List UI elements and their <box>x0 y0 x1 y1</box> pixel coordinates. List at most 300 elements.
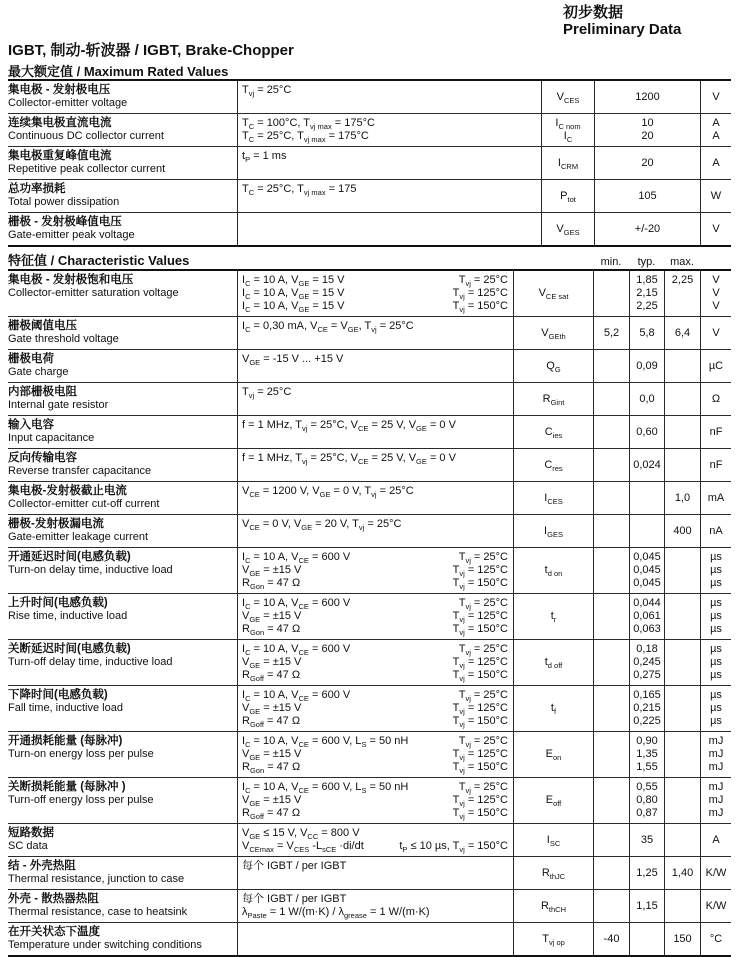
condition-right: $T_{vj} = 25^\circ C$ <box>458 643 508 658</box>
value-line: 0,225 <box>633 715 661 727</box>
condition-line <box>242 748 508 761</box>
value-line: 2,25 <box>671 274 694 286</box>
condition-line <box>242 623 508 636</box>
conditions-cell <box>237 383 513 415</box>
table-row <box>8 383 731 416</box>
value-line: 6,4 <box>674 326 691 339</box>
parameter-name-cell <box>8 114 237 146</box>
value-line: µs <box>710 656 722 668</box>
parameter-name-cell <box>8 640 237 685</box>
parameter-name-en: Collector-emitter voltage <box>8 97 128 109</box>
min-cell <box>593 923 629 955</box>
condition-line <box>242 577 508 590</box>
value-line: $I_{CES}$ <box>544 491 563 506</box>
condition-line <box>242 761 508 774</box>
min-cell <box>593 416 629 448</box>
preliminary-label-en: Preliminary Data <box>563 21 682 38</box>
symbol-cell <box>513 686 593 731</box>
value-line: 0,024 <box>633 458 661 471</box>
value-line: 0,165 <box>633 689 661 701</box>
parameter-name-en: Gate charge <box>8 366 69 378</box>
symbol-cell <box>541 114 594 146</box>
unit-cell <box>700 147 731 179</box>
symbol-cell <box>513 640 593 685</box>
condition-left: $V_{GE} = \pm 15$ V <box>242 794 302 809</box>
condition-right: $T_{vj} = 125^\circ C$ <box>452 287 508 302</box>
condition-line <box>242 781 508 794</box>
value-line: 1,25 <box>636 866 658 879</box>
value-line: µs <box>710 623 722 635</box>
condition-line <box>242 794 508 807</box>
parameter-name-cell <box>8 147 237 179</box>
parameter-name-cell <box>8 449 237 481</box>
value-line: $R_{thCH}$ <box>540 899 567 914</box>
value-line: 1,85 <box>636 274 658 286</box>
condition-left: $t_P = 1$ ms <box>242 150 287 165</box>
value-line: 0,18 <box>636 643 658 655</box>
table-row <box>8 890 731 923</box>
value-line: µs <box>710 715 722 727</box>
condition-right: $T_{vj} = 125^\circ C$ <box>452 748 508 763</box>
value-cell <box>594 180 700 212</box>
condition-left: $I_C = 10$ A, $V_{CE} = 600$ V <box>242 643 351 658</box>
condition-line <box>242 827 508 840</box>
value-line: µs <box>710 564 722 576</box>
conditions-cell <box>237 548 513 593</box>
table-row <box>8 778 731 824</box>
parameter-name-en: Turn-off energy loss per pulse <box>8 794 154 806</box>
min-cell <box>593 350 629 382</box>
parameter-name-cell <box>8 923 237 955</box>
parameter-name-zh: 栅极电荷 <box>8 353 54 365</box>
condition-line <box>242 702 508 715</box>
value-line: mJ <box>708 781 724 793</box>
unit-cell <box>700 350 731 382</box>
value-cell <box>594 213 700 245</box>
value-line: 1,40 <box>671 866 694 879</box>
value-line: µC <box>708 359 724 372</box>
condition-right: $T_{vj} = 125^\circ C$ <box>452 702 508 717</box>
parameter-name-cell <box>8 213 237 245</box>
condition-left: $R_{Goff} = 47$ Ω <box>242 669 301 684</box>
unit-cell <box>700 824 731 856</box>
value-line: +/-20 <box>634 222 661 235</box>
condition-line <box>242 274 508 287</box>
value-line: 2,25 <box>636 300 658 312</box>
unit-cell <box>700 180 731 212</box>
parameter-name-zh: 短路数据 <box>8 827 54 839</box>
table-row <box>8 180 731 213</box>
parameter-name-en: Reverse transfer capacitance <box>8 465 152 477</box>
value-line: µs <box>710 689 722 701</box>
typ-cell <box>629 383 664 415</box>
value-line: mJ <box>708 761 724 773</box>
page-title: IGBT, 制动-斩波器 / IGBT, Brake-Chopper <box>8 42 294 59</box>
value-line: 400 <box>673 524 692 537</box>
condition-line <box>242 117 536 130</box>
table-row <box>8 732 731 778</box>
parameter-name-zh: 在开关状态下温度 <box>8 926 100 938</box>
value-line: $E_{on}$ <box>545 748 562 763</box>
value-line <box>665 300 700 313</box>
symbol-cell <box>513 857 593 889</box>
value-line: 0,044 <box>633 597 661 609</box>
value-line: mA <box>707 491 725 504</box>
unit-cell <box>700 548 731 593</box>
max-cell <box>664 778 700 823</box>
condition-left: $T_C = 25^\circ C$, $T_{vj max} = 175^\circ C$ <box>242 130 369 145</box>
max-cell <box>664 271 700 316</box>
unit-cell <box>700 383 731 415</box>
parameter-name-cell <box>8 778 237 823</box>
condition-left: $R_{Gon} = 47$ Ω <box>242 577 301 592</box>
condition-right: $T_{vj} = 150^\circ C$ <box>452 300 508 315</box>
parameter-name-cell <box>8 732 237 777</box>
condition-line <box>242 807 508 820</box>
min-cell <box>593 482 629 514</box>
condition-left: $\lambda_{Paste} = 1$ $W/(m\cdot K) / \lambda_{grease} = 1$ W/(m·K) <box>242 906 430 921</box>
min-cell <box>593 515 629 547</box>
condition-left: $T_{vj} = 25^\circ C$ <box>242 84 292 99</box>
unit-cell <box>700 482 731 514</box>
value-line: 0,045 <box>633 577 661 589</box>
value-line: 0,215 <box>633 702 661 714</box>
condition-left: $R_{Goff} = 47$ Ω <box>242 715 301 730</box>
value-line: $E_{off}$ <box>545 794 562 809</box>
parameter-name-zh: 下降时间(电感负载) <box>8 689 108 701</box>
symbol-cell <box>541 147 594 179</box>
condition-right: $T_{vj} = 25^\circ C$ <box>458 551 508 566</box>
value-line: $V_{GES}$ <box>556 222 580 237</box>
max-cell <box>664 890 700 922</box>
unit-cell <box>700 81 731 113</box>
condition-left: $I_C = 10$ A, $V_{GE} = 15$ V <box>242 274 345 289</box>
symbol-cell <box>513 416 593 448</box>
condition-left: $I_C = 10$ A, $V_{CE} = 600$ V <box>242 551 351 566</box>
conditions-cell <box>237 114 541 146</box>
symbol-cell <box>513 317 593 349</box>
value-line: $I_C$ <box>563 130 573 145</box>
value-line: $R_{thJC}$ <box>541 866 566 881</box>
section-title-max-rated: 最大额定值 / Maximum Rated Values <box>8 64 229 79</box>
condition-line <box>242 183 536 196</box>
max-cell <box>664 640 700 685</box>
value-line: 2,15 <box>636 287 658 299</box>
condition-left: $V_{GE} = \pm 15$ V <box>242 656 302 671</box>
unit-cell <box>700 317 731 349</box>
symbol-cell <box>541 180 594 212</box>
typ-cell <box>629 890 664 922</box>
column-header-min: min. <box>600 256 622 268</box>
value-line: K/W <box>705 899 727 912</box>
unit-cell <box>700 732 731 777</box>
parameter-name-en: Gate-emitter leakage current <box>8 531 149 543</box>
condition-right: $T_{vj} = 150^\circ C$ <box>452 623 508 638</box>
value-line: $C_{res}$ <box>544 458 563 473</box>
condition-right: $T_{vj} = 25^\circ C$ <box>458 735 508 750</box>
condition-left: $R_{Goff} = 47$ Ω <box>242 807 301 822</box>
table-row <box>8 416 731 449</box>
unit-cell <box>700 640 731 685</box>
min-cell <box>593 824 629 856</box>
value-line: 0,90 <box>636 735 658 747</box>
conditions-cell <box>237 686 513 731</box>
condition-line <box>242 485 508 498</box>
value-line: $V_{CE sat}$ <box>538 287 569 302</box>
conditions-cell <box>237 317 513 349</box>
symbol-cell <box>513 890 593 922</box>
min-cell <box>593 778 629 823</box>
condition-left: $R_{Gon} = 47$ Ω <box>242 623 301 638</box>
parameter-name-zh: 外壳 - 散热器热阻 <box>8 893 99 905</box>
conditions-cell <box>237 213 541 245</box>
condition-right: $T_{vj} = 150^\circ C$ <box>452 715 508 730</box>
value-line: $I_{SC}$ <box>546 833 561 848</box>
condition-line <box>242 518 508 531</box>
value-line: 5,2 <box>603 326 620 339</box>
typ-cell <box>629 482 664 514</box>
condition-right: $T_{vj} = 125^\circ C$ <box>452 564 508 579</box>
parameter-name-zh: 栅极 - 发射极峰值电压 <box>8 216 122 228</box>
value-line: 0,87 <box>636 807 658 819</box>
symbol-cell <box>513 515 593 547</box>
condition-left: $V_{GE} \le 15$ V, $V_{CC} = 800$ V <box>242 827 360 842</box>
value-line: 0,60 <box>636 425 658 438</box>
value-line: 0,245 <box>633 656 661 668</box>
value-line: nF <box>709 425 723 438</box>
parameter-name-cell <box>8 180 237 212</box>
conditions-cell <box>237 594 513 639</box>
value-line: A <box>712 833 720 846</box>
value-line: µs <box>710 551 722 563</box>
max-cell <box>664 449 700 481</box>
conditions-cell <box>237 824 513 856</box>
unit-cell <box>700 449 731 481</box>
parameter-name-zh: 反向传输电容 <box>8 452 77 464</box>
parameter-name-en: Turn-off delay time, inductive load <box>8 656 173 668</box>
value-line: $R_{Gint}$ <box>542 392 565 407</box>
table-row <box>8 114 731 147</box>
condition-line <box>242 300 508 313</box>
value-line: A <box>712 130 720 142</box>
min-cell <box>593 640 629 685</box>
parameter-name-zh: 关断损耗能量 (每脉冲 ) <box>8 781 126 793</box>
parameter-name-cell <box>8 594 237 639</box>
typ-cell <box>629 350 664 382</box>
condition-line <box>242 735 508 748</box>
typ-cell <box>629 515 664 547</box>
condition-line <box>242 610 508 623</box>
condition-left: $I_C = 10$ A, $V_{CE} = 600$ V, $L_S = 50$ nH <box>242 781 409 796</box>
table-row <box>8 923 731 955</box>
symbol-cell <box>513 594 593 639</box>
condition-left: $V_{GE} = -15$ V ... +15 V <box>242 353 344 368</box>
condition-line <box>242 840 508 853</box>
max-cell <box>664 732 700 777</box>
unit-cell <box>700 271 731 316</box>
unit-cell <box>700 416 731 448</box>
min-cell <box>593 317 629 349</box>
typ-cell <box>629 449 664 481</box>
parameter-name-cell <box>8 383 237 415</box>
parameter-name-en: Internal gate resistor <box>8 399 109 411</box>
parameter-name-zh: 内部栅极电阻 <box>8 386 77 398</box>
max-cell <box>664 350 700 382</box>
conditions-cell <box>237 482 513 514</box>
min-cell <box>593 449 629 481</box>
value-line: µs <box>710 669 722 681</box>
parameter-name-zh: 开通损耗能量 (每脉冲) <box>8 735 123 747</box>
condition-left: $T_{vj} = 25^\circ C$ <box>242 386 292 401</box>
value-line: 105 <box>638 189 657 202</box>
min-cell <box>593 594 629 639</box>
condition-line <box>242 906 508 919</box>
value-line: 0,275 <box>633 669 661 681</box>
condition-line <box>242 564 508 577</box>
parameter-name-en: SC data <box>8 840 48 852</box>
typ-cell <box>629 594 664 639</box>
parameter-name-en: Turn-on energy loss per pulse <box>8 748 154 760</box>
parameter-name-zh: 连续集电极直流电流 <box>8 117 112 129</box>
unit-cell <box>700 923 731 955</box>
value-line: nF <box>709 458 723 471</box>
value-line: µs <box>710 643 722 655</box>
condition-left: $V_{GE} = \pm 15$ V <box>242 610 302 625</box>
min-cell <box>593 271 629 316</box>
value-line: 0,061 <box>633 610 661 622</box>
max-cell <box>664 515 700 547</box>
parameter-name-zh: 集电极-发射极截止电流 <box>8 485 127 497</box>
value-line: 150 <box>673 932 692 945</box>
value-line: µs <box>710 577 722 589</box>
parameter-name-en: Total power dissipation <box>8 196 120 208</box>
parameter-name-en: Repetitive peak collector current <box>8 163 166 175</box>
parameter-name-cell <box>8 482 237 514</box>
value-line: V <box>712 274 720 286</box>
condition-line <box>242 320 508 333</box>
max-cell <box>664 923 700 955</box>
typ-cell <box>629 778 664 823</box>
symbol-cell <box>513 548 593 593</box>
table-row <box>8 482 731 515</box>
typ-cell <box>629 317 664 349</box>
min-cell <box>593 548 629 593</box>
max-cell <box>664 594 700 639</box>
condition-right: $T_{vj} = 150^\circ C$ <box>452 807 508 822</box>
condition-line <box>242 669 508 682</box>
parameter-name-cell <box>8 686 237 731</box>
min-cell <box>593 383 629 415</box>
parameter-name-cell <box>8 416 237 448</box>
condition-right: $T_{vj} = 150^\circ C$ <box>452 577 508 592</box>
parameter-name-en: Thermal resistance, junction to case <box>8 873 185 885</box>
condition-line <box>242 643 508 656</box>
value-line: A <box>712 117 720 129</box>
symbol-cell <box>541 213 594 245</box>
condition-line <box>242 130 536 143</box>
value-line: µs <box>710 702 722 714</box>
value-line: V <box>712 326 720 339</box>
unit-cell <box>700 686 731 731</box>
table-row <box>8 824 731 857</box>
parameter-name-en: Rise time, inductive load <box>8 610 128 622</box>
parameter-name-cell <box>8 317 237 349</box>
condition-line <box>242 419 508 432</box>
value-line: 0,045 <box>633 564 661 576</box>
value-line: $t_{d off}$ <box>544 656 563 671</box>
symbol-cell <box>513 383 593 415</box>
value-cell <box>594 81 700 113</box>
condition-left: $V_{GE} = \pm 15$ V <box>242 702 302 717</box>
condition-line <box>242 353 508 366</box>
parameter-name-en: Temperature under switching conditions <box>8 939 202 951</box>
value-line: 1,55 <box>636 761 658 773</box>
max-cell <box>664 482 700 514</box>
typ-cell <box>629 686 664 731</box>
table-row <box>8 594 731 640</box>
max-cell <box>664 383 700 415</box>
parameter-name-zh: 开通延迟时间(电感负载) <box>8 551 131 563</box>
value-line: V <box>712 300 720 312</box>
condition-line <box>242 287 508 300</box>
condition-left: $T_C = 100^\circ C$, $T_{vj max} = 175^\circ C$ <box>242 117 375 132</box>
table-row <box>8 81 731 114</box>
unit-cell <box>700 857 731 889</box>
preliminary-data-label <box>563 4 681 38</box>
condition-line <box>242 84 536 97</box>
parameter-name-en: Collector-emitter cut-off current <box>8 498 160 510</box>
condition-left: 每个 IGBT / per IGBT <box>242 860 347 872</box>
table-row <box>8 515 731 548</box>
condition-right: $T_{vj} = 125^\circ C$ <box>452 656 508 671</box>
value-line: °C <box>709 932 723 945</box>
unit-cell <box>700 594 731 639</box>
value-line: V <box>712 90 720 103</box>
condition-left: f = 1 MHz, $T_{vj} = 25^\circ C$, $V_{CE} = 25$ V, $V_{GE} = 0$ V <box>242 452 456 467</box>
value-line: mJ <box>708 735 724 747</box>
max-cell <box>664 317 700 349</box>
typ-cell <box>629 548 664 593</box>
typ-cell <box>629 271 664 316</box>
condition-line <box>242 597 508 610</box>
value-line: $t_r$ <box>550 610 557 625</box>
parameter-name-zh: 关断延迟时间(电感负载) <box>8 643 131 655</box>
condition-line <box>242 656 508 669</box>
typ-cell <box>629 732 664 777</box>
value-line: µs <box>710 597 722 609</box>
symbol-cell <box>541 81 594 113</box>
typ-cell <box>629 416 664 448</box>
typ-cell <box>629 857 664 889</box>
value-line: 5,8 <box>639 326 655 339</box>
table-row <box>8 686 731 732</box>
value-line: 10 <box>641 117 654 129</box>
symbol-cell <box>513 778 593 823</box>
max-rated-table <box>8 79 731 247</box>
value-line: 1,35 <box>636 748 658 760</box>
parameter-name-en: Thermal resistance, case to heatsink <box>8 906 188 918</box>
symbol-cell <box>513 350 593 382</box>
symbol-cell <box>513 271 593 316</box>
min-cell <box>593 732 629 777</box>
condition-left: $I_C = 10$ A, $V_{CE} = 600$ V <box>242 597 351 612</box>
conditions-cell <box>237 732 513 777</box>
condition-right: $t_P \le 10$ µs, $T_{vj} = 150^\circ C$ <box>399 840 508 855</box>
value-line: 35 <box>640 833 654 846</box>
table-row <box>8 640 731 686</box>
parameter-name-zh: 结 - 外壳热阻 <box>8 860 76 872</box>
condition-left: $V_{CE} = 1200$ V, $V_{GE} = 0$ V, $T_{vj} = 25^\circ C$ <box>242 485 414 500</box>
